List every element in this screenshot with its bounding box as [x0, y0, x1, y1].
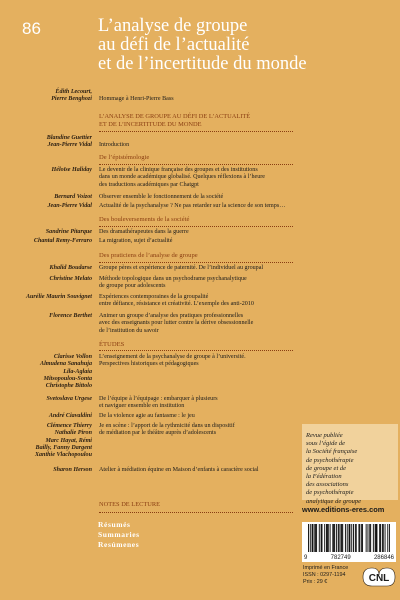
toc-title — [99, 203, 304, 210]
toc-title-line: entre défiance, résistance et créativité. L’exemple des anti-2010 — [99, 301, 254, 308]
toc-authors — [0, 294, 92, 301]
section-divider — [99, 512, 293, 513]
publisher-line: analytique de groupe — [306, 497, 361, 505]
toc-title-line: De l’équipe à l’équipage : embarquer à plusieurs — [99, 396, 218, 402]
toc-title — [99, 467, 299, 474]
barcode-bar — [375, 524, 376, 552]
publisher-line: des associations — [306, 481, 349, 489]
barcode-bar — [349, 524, 350, 552]
barcode-bar — [345, 524, 346, 552]
section-divider — [99, 131, 293, 132]
toc-title — [99, 423, 299, 438]
issue-title-line: au défi de l’actualité — [98, 35, 250, 55]
toc-title — [99, 265, 304, 272]
section-main-line: L’ANALYSE DE GROUPE AU DÉFI DE L’ACTUALITÉ — [99, 113, 251, 120]
toc-title-line: de groupe pour adolescents — [99, 283, 166, 290]
author-name: Jean-Pierre Vidal — [47, 142, 92, 149]
toc-title — [99, 413, 299, 420]
toc-title — [99, 229, 299, 236]
barcode-bar — [387, 524, 388, 552]
barcode-bar — [321, 524, 322, 552]
author-name: Aurélie Maurin Souvignet — [25, 294, 92, 300]
section-divider — [99, 262, 293, 263]
toc-authors — [0, 203, 92, 210]
toc-title-line: De la violence agie au fantasme : le jeu — [99, 413, 195, 419]
toc-authors — [0, 313, 92, 320]
barcode-digit-group: 9 — [304, 555, 308, 561]
toc-authors-intro — [0, 135, 92, 150]
barcode-bar — [336, 524, 337, 552]
toc-title — [99, 194, 299, 201]
section-heading-etudes: ÉTUDES — [99, 341, 125, 348]
barcode-bar — [312, 524, 313, 552]
toc-title — [99, 354, 299, 369]
toc-authors — [0, 423, 92, 459]
barcode-bar — [324, 524, 325, 552]
toc-authors — [0, 467, 92, 474]
toc-title-line: Des dramathérapeutes dans la guerre — [99, 229, 189, 235]
barcode-bar — [366, 524, 367, 552]
section-main-heading — [99, 113, 299, 128]
author-name: Christine Melato — [49, 276, 92, 282]
barcode-digit-group: 286846 — [373, 555, 394, 561]
subsection-heading-praticiens: Des praticiens de l’analyse de groupe — [99, 252, 198, 259]
author-name: Bailly, Fanny Dargent — [35, 444, 92, 451]
toc-title-line: L’enseignement de la psychanalyse de groupe à l’université. — [99, 354, 246, 360]
publisher-line: de psychothérapie — [306, 456, 354, 464]
barcode-bar — [332, 524, 333, 552]
author-name: Bernard Voizot — [54, 194, 92, 200]
reading-notes-heading: NOTES DE LECTURE — [99, 501, 161, 508]
toc-title — [99, 167, 299, 189]
toc-title-line: Animer un groupe d’analyse des pratiques professionnelles — [99, 313, 244, 319]
toc-title-line: Observer ensemble le fonctionnement de la société — [99, 194, 224, 200]
publisher-line: la Société française — [306, 448, 358, 456]
barcode-bar — [333, 524, 334, 552]
cnl-logo — [361, 566, 397, 588]
barcode-bar — [340, 524, 341, 552]
barcode-bar — [379, 524, 380, 552]
toc-title — [99, 276, 299, 291]
toc-title-line: Groupe pères et expérience de paternité. De l’individuel au groupal — [99, 265, 264, 271]
author-name: Marc Hayat, Rémi — [45, 437, 92, 444]
barcode-bar — [330, 524, 331, 552]
barcode-bar — [315, 524, 316, 552]
toc-title-hommage: Hommage à Henri-Pierre Bass — [99, 96, 174, 102]
author-name: Svetoslava Urgese — [46, 396, 92, 402]
toc-title-line: des traductions académiques par Chatgpt — [99, 181, 199, 188]
imprint-info — [303, 565, 348, 586]
author-name: Nathalie Piron — [54, 430, 92, 437]
author-name: André Ciavaldini — [48, 413, 92, 419]
imprint-line: Prix : 29 € — [303, 579, 328, 585]
author-name: Sharon Herson — [53, 467, 92, 473]
toc-title-intro: Introduction — [99, 142, 130, 148]
barcode-bar — [334, 524, 335, 552]
barcode-bar — [308, 524, 309, 552]
toc-authors-hommage — [0, 89, 92, 104]
barcode-bar — [351, 524, 352, 552]
barcode-bar — [376, 524, 377, 552]
section-divider — [99, 164, 293, 165]
author-name: Almudena Sanahuja — [40, 361, 92, 368]
barcode-bar — [358, 524, 359, 552]
toc-authors — [0, 194, 92, 201]
author-name: Jean-Pierre Vidal — [47, 203, 92, 209]
toc-authors — [0, 265, 92, 272]
barcode-digits — [304, 555, 394, 561]
author-name: Héloïse Haliday — [51, 167, 92, 173]
publisher-line: de groupe et de — [306, 464, 347, 472]
barcode-bar — [376, 524, 377, 552]
barcode-bar — [356, 524, 357, 552]
barcode-bar — [338, 524, 339, 552]
toc-title-line: de médiation par le théâtre auprès d’adolescents — [99, 430, 217, 437]
barcode-bar — [326, 524, 327, 552]
barcode-bar — [316, 524, 317, 552]
barcode-digit-group: 782749 — [330, 555, 351, 561]
imprint-line: ISSN : 0297-1194 — [303, 572, 346, 578]
barcode-bar — [367, 524, 368, 552]
barcode-bar — [389, 524, 390, 552]
toc-authors — [0, 238, 92, 245]
barcode-bar — [328, 524, 329, 552]
toc-title — [99, 313, 299, 335]
barcode-bar — [341, 524, 342, 552]
barcode-bar — [355, 524, 356, 552]
toc-title — [99, 396, 299, 411]
barcode-bar — [361, 524, 362, 552]
toc-title — [99, 238, 299, 245]
barcode-bars — [308, 524, 390, 552]
author-name: Mitsopoulou-Sonta — [43, 375, 92, 382]
author-name: Christophe Bittolo — [45, 383, 92, 390]
author-name: Xanthie Vlachopoulou — [34, 452, 92, 459]
issue-title-line: et de l’incertitude du monde — [98, 54, 307, 74]
barcode-bar — [339, 524, 340, 552]
toc-title-line: Atelier à médiation équine en Maison d’enfants à caractère social — [99, 467, 259, 473]
author-name: Khalid Boudarse — [49, 265, 92, 271]
barcode-bar — [314, 524, 315, 552]
barcode-bar — [370, 524, 371, 552]
barcode-bar — [310, 524, 311, 552]
toc-title-line: Je en scène : l’apport de la rythmicité dans un dispositif — [99, 423, 235, 429]
section-main-line: ET DE L’INCERTITUDE DU MONDE — [99, 120, 202, 128]
toc-authors — [0, 413, 92, 420]
toc-title-line: Perspectives historiques et pédagogiques — [99, 361, 199, 368]
author-name: Pierre Benghozi — [51, 96, 92, 103]
barcode-bar — [319, 524, 320, 552]
barcode-bar — [327, 524, 328, 552]
summary-label: Résumés — [98, 520, 131, 529]
summary-label: Resúmenes — [98, 540, 140, 549]
section-divider — [99, 350, 293, 351]
toc-title-line: dans un monde académique globalisé. Quelques réflexions à l’heure — [99, 174, 265, 181]
barcode-bar — [359, 524, 360, 552]
toc-title-line: Le devenir de la clinique française des groupes et des institutions — [99, 167, 258, 173]
issue-number: 86 — [22, 19, 41, 38]
toc-title-line: de l’institution du savoir — [99, 327, 159, 334]
author-name: Florence Berthet — [49, 313, 92, 319]
subsection-heading-epistemologie: De l’épistémologie — [99, 154, 150, 161]
barcode — [302, 522, 396, 562]
summary-label: Summaries — [98, 530, 140, 539]
author-name: Chantal Remy-Ferraro — [33, 238, 92, 244]
issue-title — [98, 17, 393, 74]
issue-title-line: L’analyse de groupe — [98, 16, 248, 36]
publisher-description — [306, 432, 396, 506]
toc-authors — [0, 396, 92, 403]
toc-title-line: La migration, sujet d’actualité — [99, 238, 173, 244]
toc-title — [99, 294, 299, 309]
barcode-bar — [385, 524, 386, 552]
barcode-bar — [383, 524, 384, 552]
barcode-bar — [342, 524, 343, 552]
publisher-line: la Fédération — [306, 473, 342, 481]
summaries-list — [98, 520, 140, 550]
toc-title-line: Expériences contemporaines de la groupalité — [99, 294, 209, 300]
publisher-line: sous l’égide de — [306, 440, 345, 448]
cnl-logo-text: CNL — [368, 573, 390, 584]
author-name: Sandrine Pitarque — [45, 229, 92, 235]
barcode-bar — [347, 524, 348, 552]
barcode-bar — [353, 524, 354, 552]
toc-authors — [0, 276, 92, 283]
barcode-bar — [373, 524, 374, 552]
publisher-line: Revue publiée — [306, 432, 343, 439]
barcode-bar — [382, 524, 383, 552]
imprint-line: Imprimé en France — [303, 565, 349, 571]
publisher-line: de psychothérapie — [306, 489, 354, 497]
toc-authors — [0, 167, 92, 174]
barcode-bar — [362, 524, 363, 552]
section-divider — [99, 226, 293, 227]
barcode-bar — [349, 524, 350, 552]
barcode-bar — [380, 524, 381, 552]
author-name: Clémence Thierry — [46, 423, 92, 429]
author-name: Blandine Guettier — [46, 135, 92, 141]
author-name: Clarisse Vollon — [53, 354, 92, 360]
barcode-bar — [369, 524, 370, 552]
author-name: Lila-Aglaia — [63, 368, 92, 375]
toc-title-line: Actualité de la psychanalyse ? Ne pas retarder sur la science de son temps… — [99, 203, 286, 209]
barcode-bar — [313, 524, 314, 552]
toc-authors — [0, 229, 92, 236]
toc-title-line: et naviguer ensemble en institution — [99, 403, 185, 410]
publisher-website: www.editions-eres.com — [302, 505, 385, 514]
author-name: Édith Lecourt, — [55, 89, 92, 95]
toc-title-line: Méthode topologique dans un psychodrame psychanalytique — [99, 276, 247, 282]
toc-authors — [0, 354, 92, 390]
barcode-bar — [322, 524, 323, 552]
subsection-heading-bouleversements: Des bouleversements de la société — [99, 216, 190, 223]
toc-title-line: avec des enseignants pour lutter contre la dérive obsessionnelle — [99, 320, 254, 327]
